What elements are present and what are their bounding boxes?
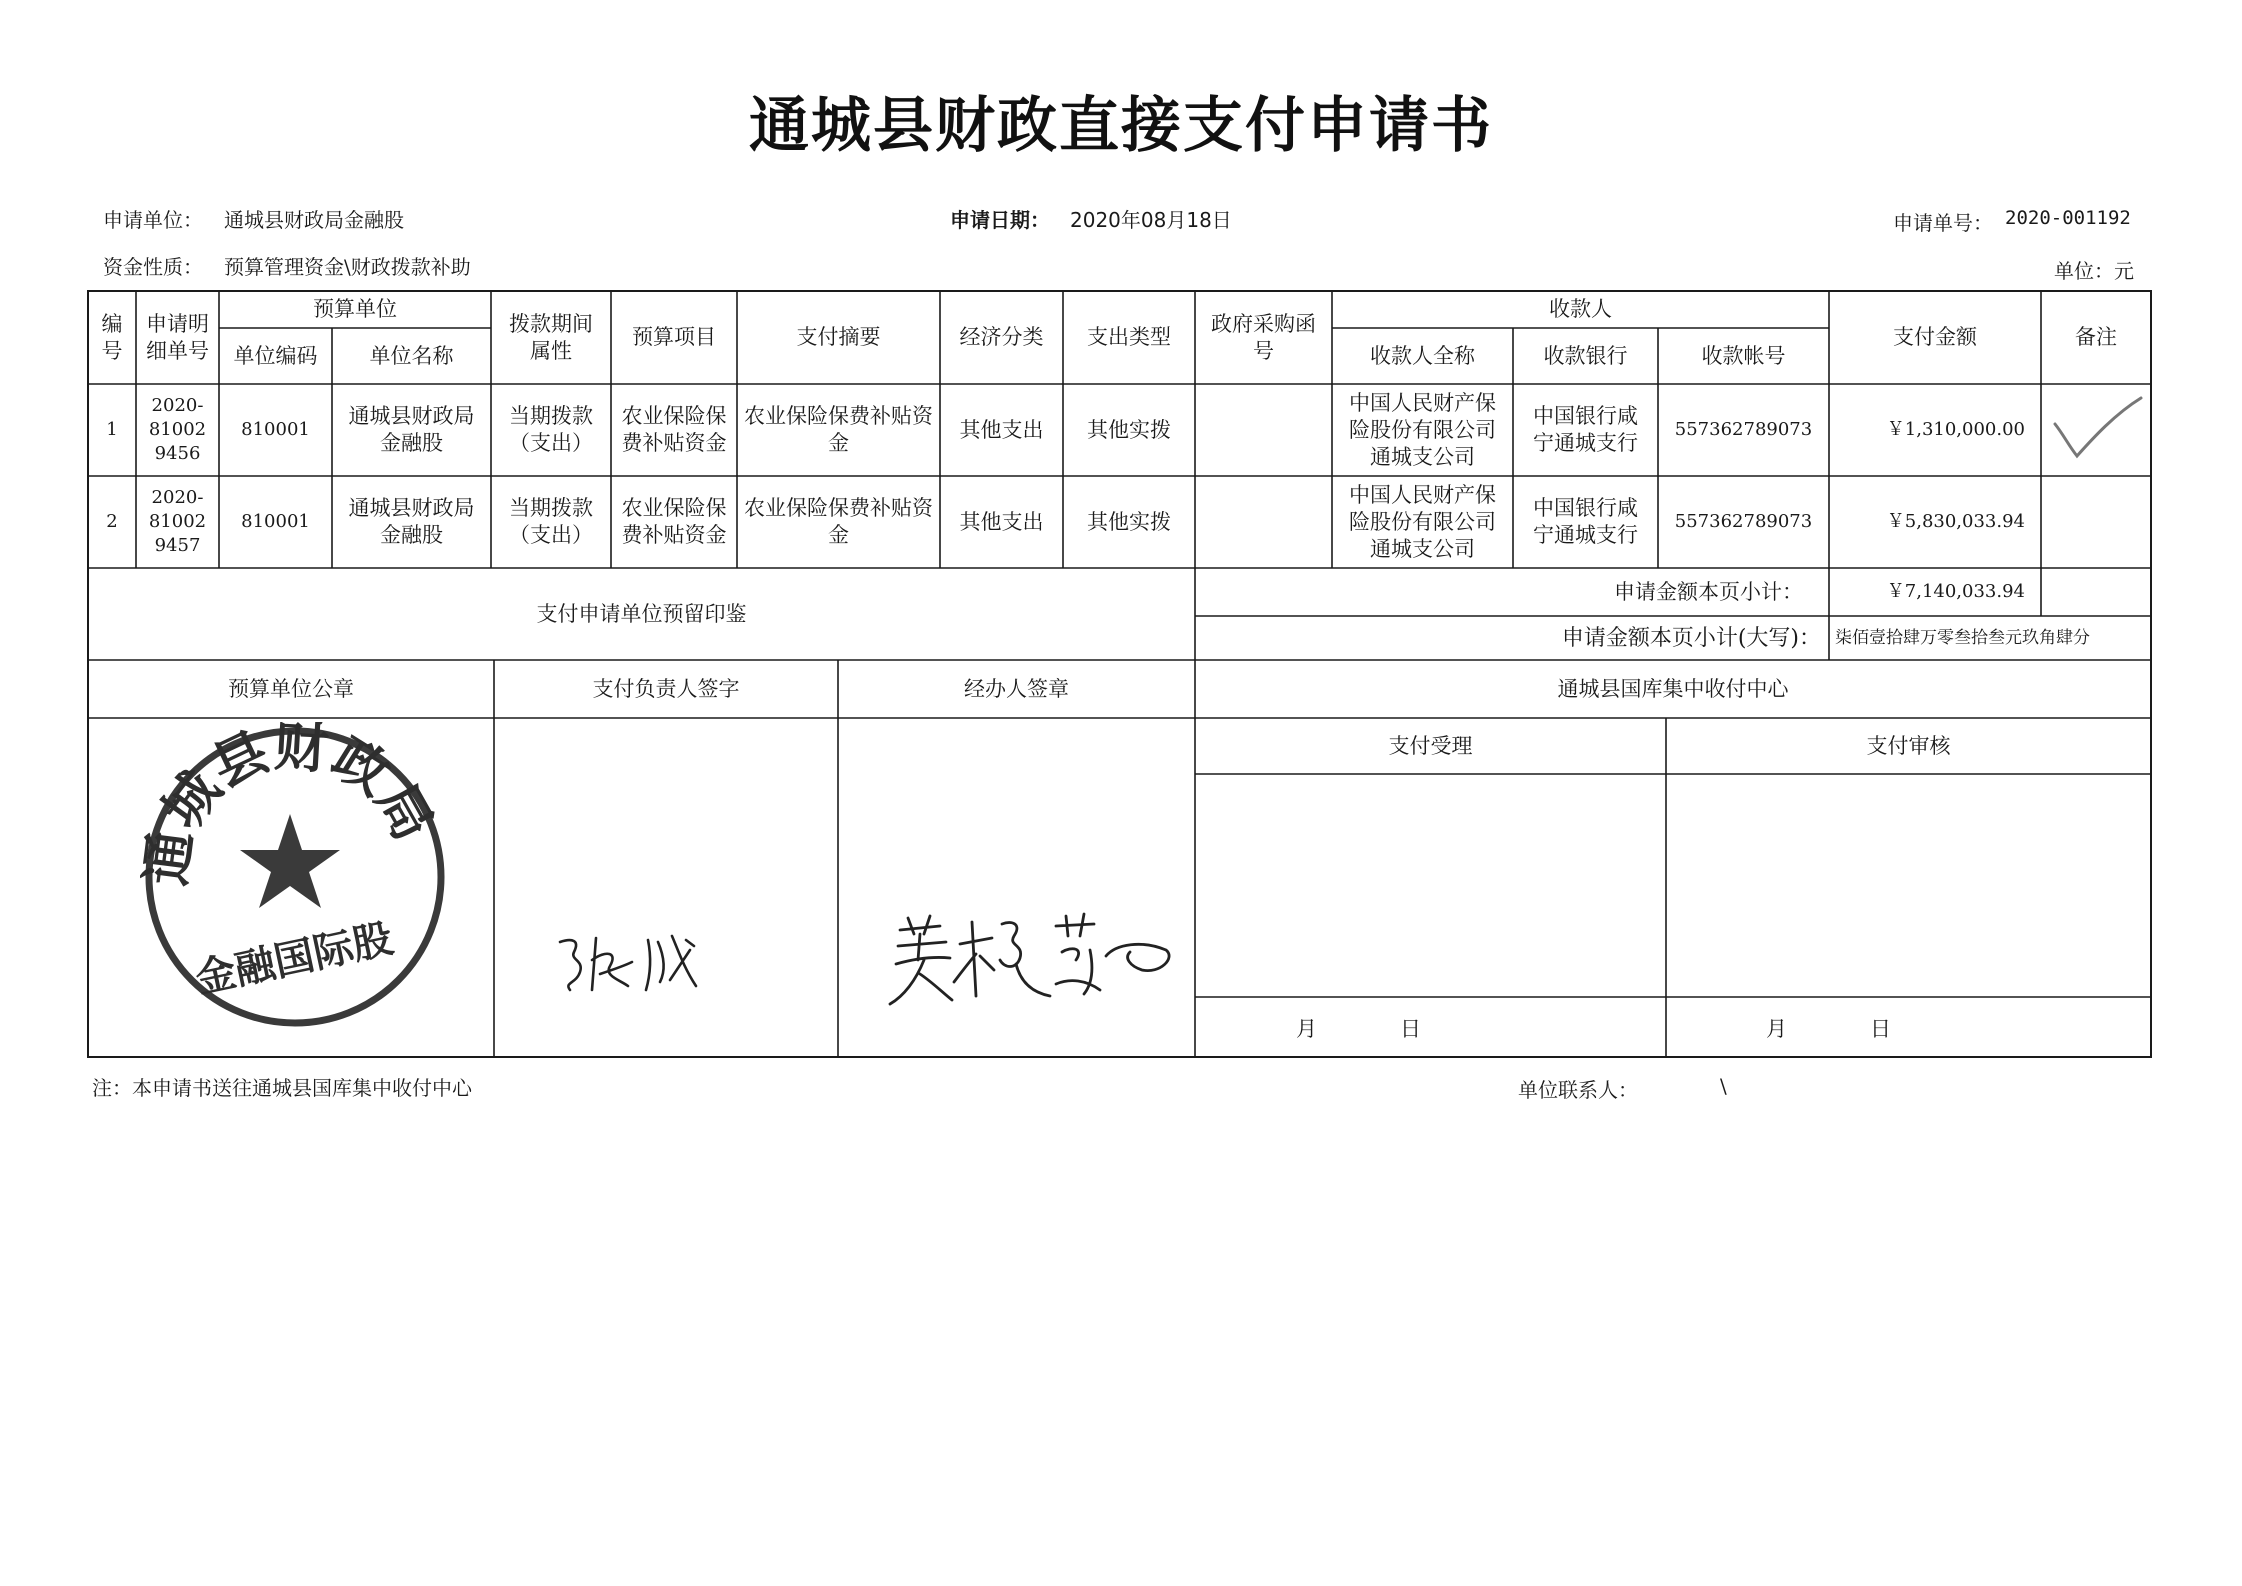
table-cell-payee-bank: 中国银行咸宁通城支行 <box>1533 496 1638 547</box>
official-seal <box>140 722 450 1032</box>
table-cell-gov-purchase <box>1195 384 1332 476</box>
table-cell-payee-account: 557362789073 <box>1674 511 1813 532</box>
treasury-center-label: 通城县国库集中收付中心 <box>1557 676 1789 701</box>
table-cell-unit-name: 通城县财政局金融股 <box>348 496 475 547</box>
col-header-remark: 备注 <box>2075 325 2117 349</box>
acceptance-month: 月 <box>1296 1017 1317 1041</box>
col-header-payee-account: 收款帐号 <box>1701 343 1786 368</box>
col-header-period: 拨款期间属性 <box>509 311 593 363</box>
checkmark-icon <box>2041 384 2151 476</box>
table-cell-budget-item: 农业保险保费补贴资金 <box>621 404 727 455</box>
document-title: 通城县财政直接支付申请书 <box>749 91 1493 161</box>
col-header-payee-bank: 收款银行 <box>1543 343 1628 368</box>
table-cell-detail-no: 2020-810029457 <box>148 487 207 556</box>
col-header-payee-name: 收款人全称 <box>1370 343 1475 368</box>
table-cell-payee-name: 中国人民财产保险股份有限公司通城支公司 <box>1349 482 1496 561</box>
subtotal-caps-value: 柒佰壹拾肆万零叁拾叁元玖角肆分 <box>1835 627 2090 648</box>
contact-label: 单位联系人： <box>1518 1078 1638 1102</box>
col-header-amount: 支付金额 <box>1893 325 1977 349</box>
reserved-seal-label: 支付申请单位预留印鉴 <box>536 601 747 626</box>
table-cell-remark <box>2041 384 2151 476</box>
table-cell-unit-name: 通城县财政局金融股 <box>348 404 475 455</box>
table-cell-summary: 农业保险保费补贴资金 <box>744 404 933 455</box>
subtotal-caps-label: 申请金额本页小计(大写)： <box>1561 625 1821 651</box>
fund-nature-label: 资金性质： <box>103 255 203 279</box>
col-header-budget-unit: 预算单位 <box>313 297 397 321</box>
handler-sign-label: 经办人签章 <box>964 676 1069 701</box>
col-header-expense-type: 支出类型 <box>1087 325 1171 349</box>
handler-signature <box>880 900 1180 1020</box>
payment-acceptance-label: 支付受理 <box>1388 733 1473 758</box>
table-cell-seq: 1 <box>106 419 118 440</box>
seal-bottom-text: 金融国际股 <box>191 915 397 1003</box>
table-cell-payee-name: 中国人民财产保险股份有限公司通城支公司 <box>1349 390 1496 469</box>
table-cell-unit-code: 810001 <box>241 511 310 532</box>
col-header-detail-no: 申请明细单号 <box>146 311 209 363</box>
col-header-budget-item: 预算项目 <box>632 325 716 349</box>
unit-label: 单位：元 <box>2054 259 2134 283</box>
table-cell-econ-class: 其他支出 <box>959 509 1044 534</box>
table-cell-seq: 2 <box>106 511 118 532</box>
table-cell-amount: ￥5,830,033.94 <box>1886 511 2025 532</box>
table-cell-detail-no: 2020-810029456 <box>148 395 207 464</box>
date-value: 2020年08月18日 <box>1070 208 1232 232</box>
number-label: 申请单号： <box>1893 211 1993 235</box>
col-header-unit-code: 单位编码 <box>233 343 318 368</box>
review-day: 日 <box>1870 1017 1891 1041</box>
table-cell-period: 当期拨款（支出） <box>509 404 593 455</box>
seal-top-text: 通城县财政局 <box>140 722 446 889</box>
table-cell-gov-purchase <box>1195 476 1332 568</box>
col-header-econ-class: 经济分类 <box>959 325 1044 349</box>
table-cell-unit-code: 810001 <box>241 419 310 440</box>
col-header-unit-name: 单位名称 <box>369 343 454 368</box>
col-header-payee: 收款人 <box>1549 297 1612 321</box>
date-label: 申请日期： <box>950 208 1050 232</box>
responsible-signature <box>540 920 740 1010</box>
table-cell-amount: ￥1,310,000.00 <box>1886 419 2025 440</box>
acceptance-day: 日 <box>1400 1017 1421 1041</box>
budget-unit-seal-label: 预算单位公章 <box>228 676 354 701</box>
col-header-gov-purchase: 政府采购函号 <box>1211 311 1316 363</box>
applicant-label: 申请单位： <box>103 208 203 232</box>
table-cell-expense-type: 其他实拨 <box>1087 509 1171 534</box>
col-header-seq: 编号 <box>101 311 123 363</box>
table-cell-payee-account: 557362789073 <box>1674 419 1813 440</box>
table-cell-period: 当期拨款（支出） <box>509 496 593 547</box>
applicant-value: 通城县财政局金融股 <box>224 208 404 232</box>
col-header-summary: 支付摘要 <box>796 325 881 349</box>
payment-responsible-sign-label: 支付负责人签字 <box>592 676 740 701</box>
review-month: 月 <box>1766 1017 1787 1041</box>
fund-nature-value: 预算管理资金\财政拨款补助 <box>224 255 471 279</box>
contact-value: \ <box>1720 1074 1727 1098</box>
table-cell-expense-type: 其他实拨 <box>1087 417 1171 442</box>
table-cell-summary: 农业保险保费补贴资金 <box>744 496 933 547</box>
subtotal-value: ￥7,140,033.94 <box>1886 581 2025 602</box>
number-value: 2020-001192 <box>2005 207 2131 229</box>
payment-review-label: 支付审核 <box>1866 733 1951 758</box>
table-cell-budget-item: 农业保险保费补贴资金 <box>621 496 727 547</box>
table-cell-payee-bank: 中国银行咸宁通城支行 <box>1533 404 1638 455</box>
signature-icon <box>540 920 740 1010</box>
seal-stamp-icon <box>140 722 450 1032</box>
footer-note: 注：本申请书送往通城县国库集中收付中心 <box>92 1076 472 1100</box>
signature-icon <box>880 900 1180 1020</box>
subtotal-label: 申请金额本页小计： <box>1614 579 1803 604</box>
table-cell-econ-class: 其他支出 <box>959 417 1044 442</box>
